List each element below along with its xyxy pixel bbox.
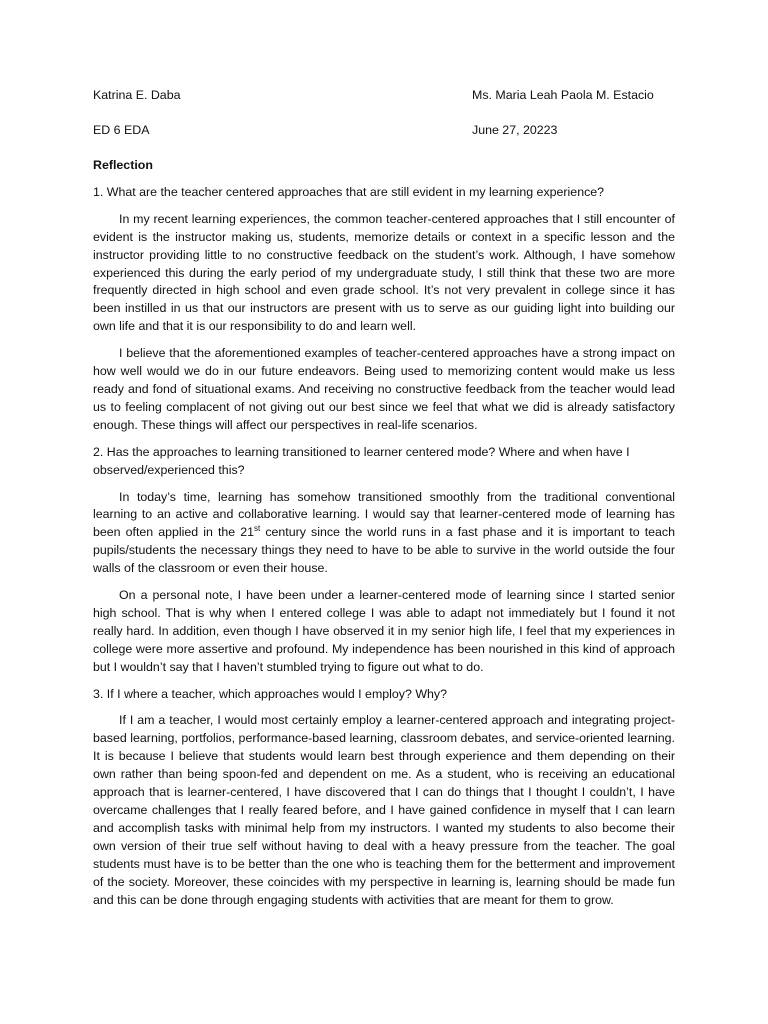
document-body (93, 87, 675, 918)
header-row-names (93, 87, 675, 105)
answer-1-paragraph-2: I believe that the aforementioned examples of teacher-centered approaches have a strong impact on how well would we do in our future endeavors. Being used to memorizing content would make us less ready and fond of situational exams. And receiving no constructive feedback from the teacher would lead us to feeling complacent of not giving out our best since we feel that what we did is already satisfactory enough. These things will affect our perspectives in real-life scenarios. (93, 346, 675, 432)
course-code: ED 6 EDA (93, 123, 150, 137)
answer-2-p1-text-a: In today’s time, learning has somehow transitioned smoothly from the traditional conventional learning to an active and collaborative learning. I would say that learner-centered mode of learning has been often applied in the 21 (93, 489, 675, 540)
student-name: Katrina E. Daba (93, 88, 181, 102)
ordinal-suffix: st (254, 524, 261, 534)
question-2: 2. Has the approaches to learning transitioned to learner centered mode? Where and when have I observed/experienced this? (93, 444, 630, 477)
answer-2-paragraph-1 (93, 489, 675, 579)
answer-2-paragraph-2: On a personal note, I have been under a learner-centered mode of learning since I started senior high school. That is why when I entered college I was able to adapt not immediately but I found it not really hard. In addition, even though I have observed it in my senior high life, I feel that my experiences in college were more assertive and profound. My independence has been nourished in this kind of approach but I wouldn’t say that I haven’t stumbled trying to figure out what to do. (93, 588, 675, 674)
header-row-course (93, 122, 675, 140)
answer-1-paragraph-1: In my recent learning experiences, the common teacher-centered approaches that I still encounter of evident is the instructor making us, students, memorize details or context in a specific lesson and the instructor providing little to no constructive feedback on the student’s work. Although, I have somehow experienced this during the early period of my undergraduate study, I still think that these two are more frequently directed in high school and even grade school. It’s not very prevalent in college since it has been instilled in us that our instructors are present with us to serve as our guiding light into building our own life and that it is our responsibility to do and learn well. (93, 211, 675, 334)
document-title: Reflection (93, 158, 153, 172)
answer-3-paragraph-1: If I am a teacher, I would most certainly employ a learner-centered approach and integrating project-based learning, portfolios, performance-based learning, classroom debates, and service-oriented learning. It is because I believe that students would learn best through experience and them depending on their own rather than being spoon-fed and dependent on me. As a student, who is receiving an educational approach that is learner-centered, I have discovered that I can do things that I thought I couldn’t, I have overcame challenges that I really feared before, and I have gained confidence in myself that I can learn and accomplish tasks with minimal help from my instructors. I wanted my students to also become their own version of their true self without having to deal with a heavy pressure from the teacher. The goal students must have is to be better than the one who is teaching them for the betterment and improvement of the society. Moreover, these coincides with my perspective in learning is, learning should be made fun and this can be done through engaging students with activities that are meant for them to grow. (93, 713, 675, 907)
question-3: 3. If I where a teacher, which approaches would I employ? Why? (93, 686, 448, 701)
answer-2-p1-text-b: century since the world runs in a fast phase and it is important to teach pupils/students the necessary things they need to have to be able to survive in the world outside the four walls of the classroom or even their house. (93, 525, 675, 576)
submission-date: June 27, 20223 (472, 123, 558, 137)
question-1: 1. What are the teacher centered approaches that are still evident in my learning experience? (93, 184, 605, 199)
instructor-name: Ms. Maria Leah Paola M. Estacio (472, 88, 654, 102)
